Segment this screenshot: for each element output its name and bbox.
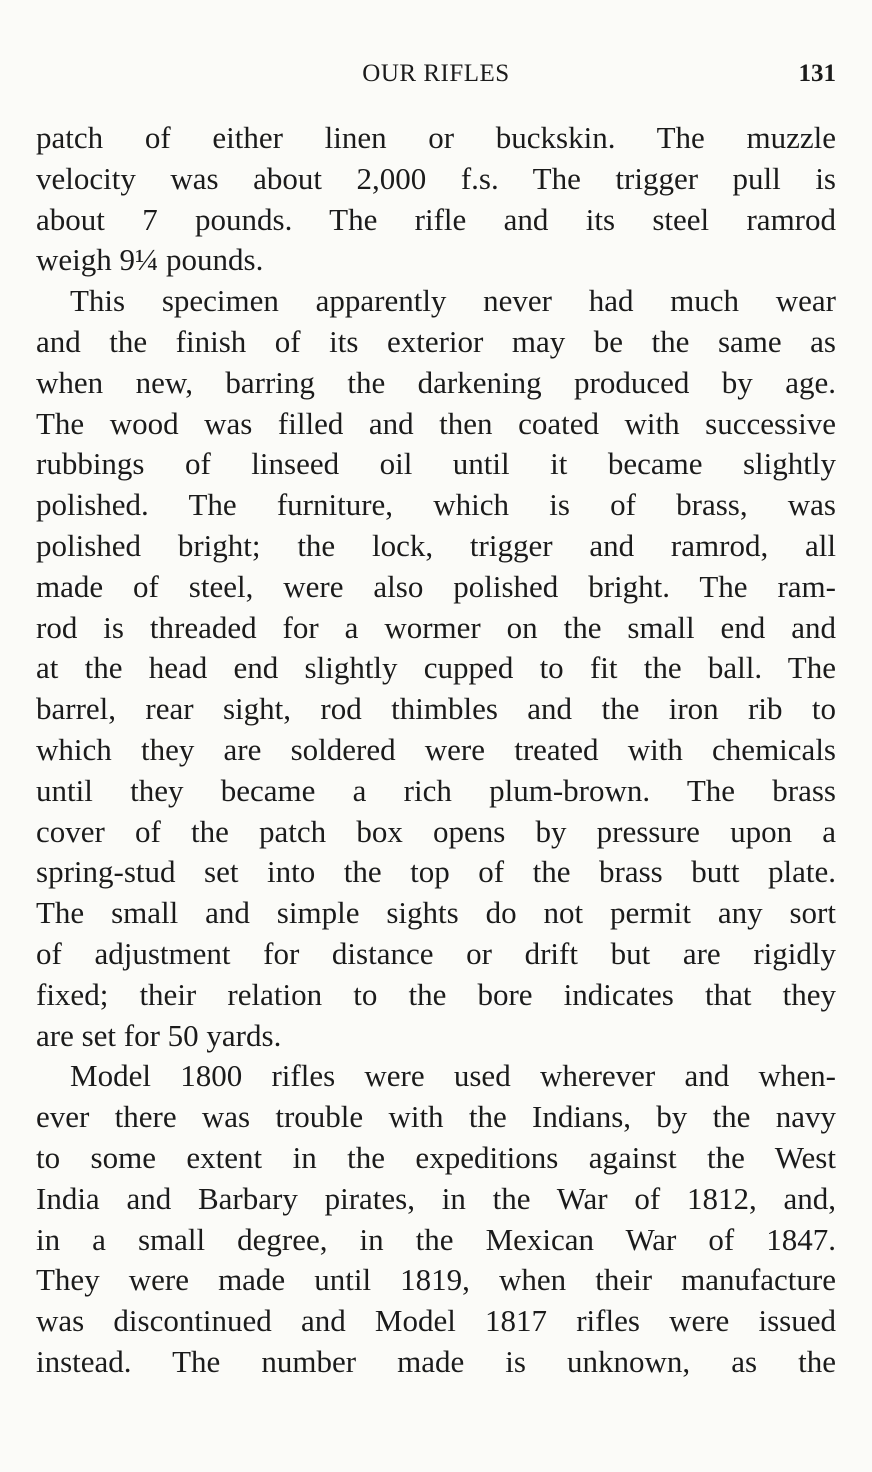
text-line: spring-stud set into the top of the brass butt plate.	[36, 854, 836, 890]
text-line: They were made until 1819, when their manufacture	[36, 1262, 836, 1298]
text-line: to some extent in the expeditions against the West	[36, 1139, 836, 1175]
text-line: polished bright; the lock, trigger and ramrod, all	[36, 527, 836, 563]
text-line: rubbings of linseed oil until it became slightly	[36, 446, 836, 482]
text-line: Model 1800 rifles were used wherever and when-	[70, 1058, 836, 1094]
text-line: until they became a rich plum-brown. The brass	[36, 772, 836, 808]
text-line: The small and simple sights do not permit any sort	[36, 895, 836, 931]
text-line: weigh 9¼ pounds.	[36, 242, 264, 278]
body-text	[36, 118, 836, 1383]
text-line: barrel, rear sight, rod thimbles and the iron rib to	[36, 691, 836, 727]
text-line: made of steel, were also polished bright. The ram-	[36, 568, 836, 604]
text-line: cover of the patch box opens by pressure upon a	[36, 813, 836, 849]
text-line: when new, barring the darkening produced by age.	[36, 364, 836, 400]
text-line: of adjustment for distance or drift but are rigidly	[36, 935, 836, 971]
text-line: The wood was filled and then coated with successive	[36, 405, 836, 441]
text-line: in a small degree, in the Mexican War of 1847.	[36, 1221, 836, 1257]
text-line: which they are soldered were treated with chemicals	[36, 731, 836, 767]
text-line: rod is threaded for a wormer on the small end and	[36, 609, 836, 645]
page-number: 131	[798, 60, 836, 87]
running-head	[36, 60, 836, 96]
text-line: instead. The number made is unknown, as the	[36, 1343, 836, 1379]
text-line: India and Barbary pirates, in the War of 1812, and,	[36, 1180, 836, 1216]
text-line: and the finish of its exterior may be the same as	[36, 323, 836, 359]
text-line: was discontinued and Model 1817 rifles were issued	[36, 1303, 836, 1339]
text-line: velocity was about 2,000 f.s. The trigger pull is	[36, 160, 836, 196]
text-line: at the head end slightly cupped to fit the ball. The	[36, 650, 836, 686]
text-line: ever there was trouble with the Indians, by the navy	[36, 1099, 836, 1135]
text-line: This specimen apparently never had much wear	[70, 283, 836, 319]
text-line: polished. The furniture, which is of brass, was	[36, 487, 836, 523]
text-line: about 7 pounds. The rifle and its steel ramrod	[36, 201, 836, 237]
text-line: fixed; their relation to the bore indicates that they	[36, 976, 836, 1012]
text-line: patch of either linen or buckskin. The muzzle	[36, 120, 836, 155]
running-title: OUR RIFLES	[362, 60, 510, 87]
text-line: are set for 50 yards.	[36, 1017, 282, 1053]
